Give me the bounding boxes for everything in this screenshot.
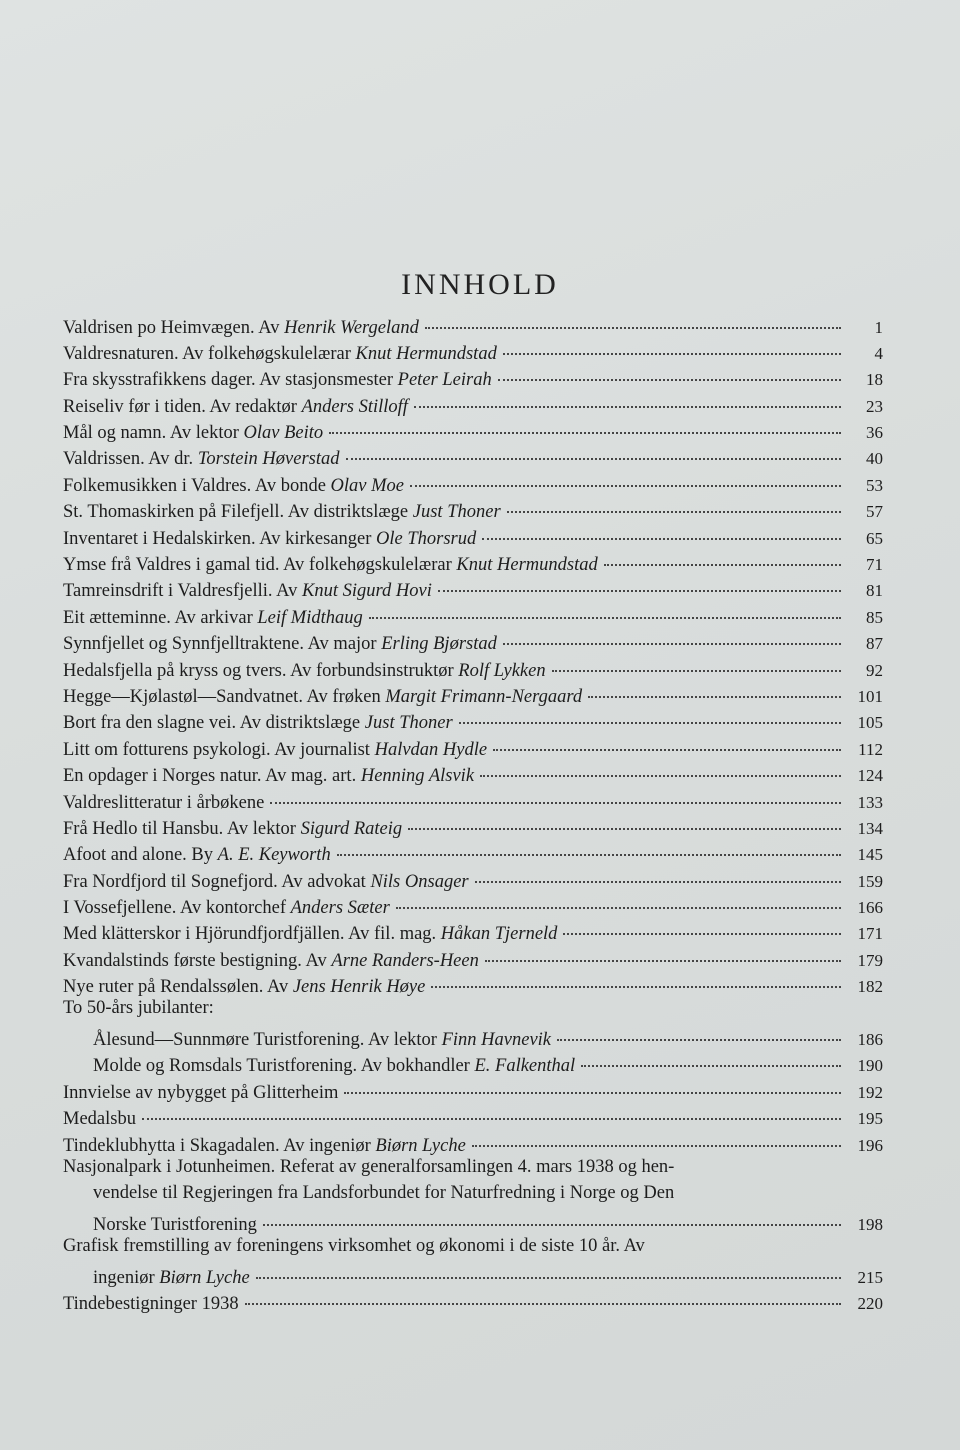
toc-entry-text — [63, 476, 404, 497]
toc-entry-text — [63, 318, 419, 339]
toc-entry-text — [63, 845, 331, 866]
toc-page-number: 53 — [866, 475, 883, 495]
leader-dots — [438, 572, 841, 593]
leader-dots — [263, 1205, 841, 1226]
toc-entry-author: Ole Thorsrud — [376, 528, 477, 549]
toc-entry-author: Halvdan Hydle — [374, 739, 488, 760]
leader-dots — [581, 1047, 841, 1068]
toc-entry-author: Henning Alsvik — [360, 766, 475, 787]
toc-entry-title: Tindebestigninger 1938 — [63, 1293, 239, 1314]
leader-dots — [346, 440, 842, 461]
leader-dots — [588, 677, 841, 698]
toc-entry-text — [63, 977, 425, 998]
toc-entry-title: Valdreslitteratur i årbøkene — [63, 792, 265, 813]
toc-entry-author: Just Thoner — [412, 502, 501, 523]
toc-entry-title: Valdrissen. Av dr. — [63, 449, 198, 470]
toc-entry — [63, 1157, 883, 1183]
leader-dots — [503, 334, 841, 355]
toc-entry-text — [93, 1183, 883, 1204]
toc-entry-title: En opdager i Norges natur. Av mag. art. — [63, 766, 361, 787]
toc-entry-title: Fra skysstrafikkens dager. Av stasjonsmester — [63, 370, 398, 391]
toc-entry-author: A. E. Keyworth — [217, 845, 331, 866]
toc-page-number: 195 — [857, 1109, 883, 1129]
toc-entry-author: Jens Henrik Høye — [292, 977, 426, 998]
toc-entry-text — [63, 998, 883, 1019]
toc-entry-title: Afoot and alone. By — [63, 845, 218, 866]
toc-page-number: 166 — [857, 898, 883, 918]
toc-entry-author: Torstein Høverstad — [197, 449, 340, 470]
toc-page-number: 57 — [866, 502, 883, 522]
toc-entry-text — [63, 924, 557, 945]
leader-dots — [142, 1100, 841, 1121]
toc-entry-text — [63, 1109, 136, 1130]
toc-entry-title: St. Thomaskirken på Filefjell. Av distriktslæge — [63, 502, 413, 523]
toc-entry-title: Hegge—Kjølastøl—Sandvatnet. Av frøken — [63, 686, 386, 707]
toc-entry-text — [63, 661, 546, 682]
toc-entry-title: Innvielse av nybygget på Glitterheim — [63, 1082, 339, 1103]
toc-page-number: 18 — [866, 370, 883, 390]
leader-dots — [604, 546, 841, 567]
toc-entry-author: Anders Sæter — [290, 898, 390, 919]
toc-entry-title: Tindeklubhytta i Skagadalen. Av ingeniør — [63, 1135, 376, 1156]
toc-entry-text — [63, 529, 476, 550]
toc-entry-author: Nils Onsager — [370, 871, 469, 892]
page-title: INNHOLD — [401, 268, 559, 301]
toc-page-number: 124 — [857, 766, 883, 786]
toc-entry-author: Knut Hermundstad — [456, 555, 598, 576]
toc-entry-title: Hedalsfjella på kryss og tvers. Av forbundsinstruktør — [63, 660, 459, 681]
leader-dots — [459, 704, 841, 725]
leader-dots — [425, 308, 841, 329]
toc-entry-text — [63, 793, 264, 814]
toc-entry-title: Inventaret i Hedalskirken. Av kirkesanger — [63, 528, 377, 549]
toc-entry-title: Valdrisen po Heimvægen. Av — [63, 317, 285, 338]
toc-page-number: 190 — [857, 1056, 883, 1076]
leader-dots — [245, 1284, 841, 1305]
toc-page-number: 85 — [866, 607, 883, 627]
toc-entry-title: Synnfjellet og Synnfjelltraktene. Av major — [63, 634, 382, 655]
toc-entry — [63, 972, 883, 998]
toc-entry-title: Med klätterskor i Hjörundfjordfjällen. Av fil. mag. — [63, 924, 441, 945]
toc-page-number: 198 — [857, 1214, 883, 1234]
toc-entry-author: Rolf Lykken — [458, 660, 546, 681]
leader-dots — [557, 1021, 841, 1042]
toc-page-number: 179 — [857, 950, 883, 970]
toc-page-number: 159 — [857, 871, 883, 891]
toc-entry — [63, 1130, 883, 1156]
toc-page-number: 196 — [857, 1135, 883, 1155]
toc-page-number: 145 — [857, 845, 883, 865]
toc-entry-author: Just Thoner — [364, 713, 453, 734]
leader-dots — [396, 889, 841, 910]
toc-page-number: 40 — [866, 449, 883, 469]
leader-dots — [552, 651, 841, 672]
toc-entry-title: Ålesund—Sunnmøre Turistforening. Av lektor — [93, 1030, 442, 1051]
toc-entry-text — [63, 1157, 883, 1178]
toc-page-number: 65 — [866, 528, 883, 548]
toc-entry-author: Biørn Lyche — [375, 1135, 466, 1156]
toc-entry-title: Eit ætteminne. Av arkivar — [63, 607, 258, 628]
toc-entry-text — [63, 713, 453, 734]
leader-dots — [493, 730, 841, 751]
toc-entry-author: Peter Leirah — [397, 370, 492, 391]
toc-entry-author: Arne Randers-Heen — [331, 950, 479, 971]
toc-entry-text — [63, 1136, 466, 1157]
toc-page-number: 220 — [857, 1293, 883, 1313]
toc-entry-text — [93, 1030, 551, 1051]
toc-entry-title: Valdresnaturen. Av folkehøgskulelærar — [63, 343, 356, 364]
leader-dots — [485, 941, 841, 962]
toc-page-number: 192 — [857, 1082, 883, 1102]
toc-entry-author: Margit Frimann-Nergaard — [385, 686, 583, 707]
leader-dots — [503, 625, 841, 646]
leader-dots — [414, 387, 841, 408]
toc-entry-title: I Vossefjellene. Av kontorchef — [63, 898, 291, 919]
toc-entry-text — [63, 1236, 883, 1257]
leader-dots — [498, 361, 841, 382]
toc-entry-title: Tamreinsdrift i Valdresfjelli. Av — [63, 581, 302, 602]
toc-entry-title: Folkemusikken i Valdres. Av bonde — [63, 475, 331, 496]
leader-dots — [475, 862, 841, 883]
leader-dots — [431, 968, 841, 989]
toc-entry-text — [93, 1268, 250, 1289]
leader-dots — [369, 598, 841, 619]
toc-entry-text — [63, 740, 487, 761]
toc-page-number: 215 — [857, 1267, 883, 1287]
toc-entry-title: Frå Hedlo til Hansbu. Av lektor — [63, 818, 301, 839]
leader-dots — [410, 466, 841, 487]
leader-dots — [472, 1126, 841, 1147]
toc-entry-text — [63, 951, 479, 972]
toc-entry-title: vendelse til Regjeringen fra Landsforbundet for Naturfredning i Norge og Den — [93, 1182, 675, 1203]
toc-entry-text — [63, 502, 501, 523]
toc-entry-title: Grafisk fremstilling av foreningens virksomhet og økonomi i de siste 10 år. Av — [63, 1235, 645, 1256]
toc-entry-author: Knut Hermundstad — [355, 343, 497, 364]
toc-entry-title: Nasjonalpark i Jotunheimen. Referat av generalforsamlingen 4. mars 1938 og hen- — [63, 1156, 675, 1177]
toc-entry-author: Henrik Wergeland — [284, 317, 419, 338]
toc-entry-author: Olav Beito — [243, 423, 324, 444]
toc-entry-author: Olav Moe — [330, 475, 405, 496]
toc-entry-title: Molde og Romsdals Turistforening. Av bokhandler — [93, 1056, 475, 1077]
leader-dots — [482, 519, 841, 540]
toc-entry-title: ingeniør — [93, 1267, 160, 1288]
toc-entry-text — [93, 1215, 257, 1236]
toc-entry-title: Fra Nordfjord til Sognefjord. Av advokat — [63, 871, 371, 892]
toc-entry-title: To 50-års jubilanter: — [63, 998, 214, 1019]
toc-page-number: 134 — [857, 818, 883, 838]
leader-dots — [408, 809, 841, 830]
toc-page-number: 71 — [866, 555, 883, 575]
toc-entry-title: Ymse frå Valdres i gamal tid. Av folkehøgskulelærar — [63, 555, 457, 576]
toc-entry-title: Kvandalstinds første bestigning. Av — [63, 950, 332, 971]
toc-entry-text — [63, 423, 323, 444]
toc-entry-author: Leif Midthaug — [257, 607, 363, 628]
toc-page-number: 182 — [857, 977, 883, 997]
toc-page-number: 101 — [857, 686, 883, 706]
toc-page-number: 92 — [866, 660, 883, 680]
toc-entry-title: Reiseliv før i tiden. Av redaktør — [63, 396, 302, 417]
toc-page-number: 105 — [857, 713, 883, 733]
toc-entry-author: Biørn Lyche — [159, 1267, 250, 1288]
toc-page-number: 4 — [874, 343, 883, 363]
leader-dots — [563, 915, 841, 936]
toc-page-number: 81 — [866, 581, 883, 601]
toc-entry-author: E. Falkenthal — [474, 1056, 576, 1077]
toc-entry-text — [63, 634, 497, 655]
toc-entry-author: Erling Bjørstad — [381, 634, 497, 655]
toc-entry-author: Finn Havnevik — [441, 1030, 552, 1051]
toc-entry-text — [63, 898, 390, 919]
toc-entry — [63, 1288, 883, 1314]
toc-entry-text — [63, 344, 497, 365]
toc-page-number: 171 — [857, 924, 883, 944]
toc-entry-title: Nye ruter på Rendalssølen. Av — [63, 977, 293, 998]
toc-entry-title: Medalsbu — [63, 1109, 136, 1130]
toc-entry-text — [63, 1294, 239, 1315]
toc-entry-title: Litt om fotturens psykologi. Av journalist — [63, 739, 375, 760]
toc-entry-author: Håkan Tjerneld — [440, 924, 558, 945]
toc-entry-title: Bort fra den slagne vei. Av distriktslæge — [63, 713, 365, 734]
toc-page-number: 36 — [866, 423, 883, 443]
table-of-contents — [63, 312, 883, 1315]
toc-page-number: 112 — [858, 739, 883, 759]
leader-dots — [270, 783, 841, 804]
leader-dots — [344, 1073, 841, 1094]
toc-page-number: 1 — [874, 317, 883, 337]
toc-entry-author: Sigurd Rateig — [300, 818, 403, 839]
toc-entry-author: Knut Sigurd Hovi — [301, 581, 432, 602]
leader-dots — [507, 493, 841, 514]
toc-entry-text — [63, 449, 340, 470]
leader-dots — [256, 1258, 841, 1279]
toc-entry — [63, 1209, 883, 1235]
toc-entry-text — [63, 608, 363, 629]
leader-dots — [329, 414, 841, 435]
toc-entry-author: Anders Stilloff — [301, 396, 408, 417]
leader-dots — [337, 836, 841, 857]
toc-page-number: 186 — [857, 1030, 883, 1050]
toc-entry-title: Mål og namn. Av lektor — [63, 423, 244, 444]
toc-page-number: 133 — [857, 792, 883, 812]
leader-dots — [480, 757, 841, 778]
toc-page-number: 87 — [866, 634, 883, 654]
toc-entry-title: Norske Turistforening — [93, 1214, 257, 1235]
toc-page-number: 23 — [866, 396, 883, 416]
